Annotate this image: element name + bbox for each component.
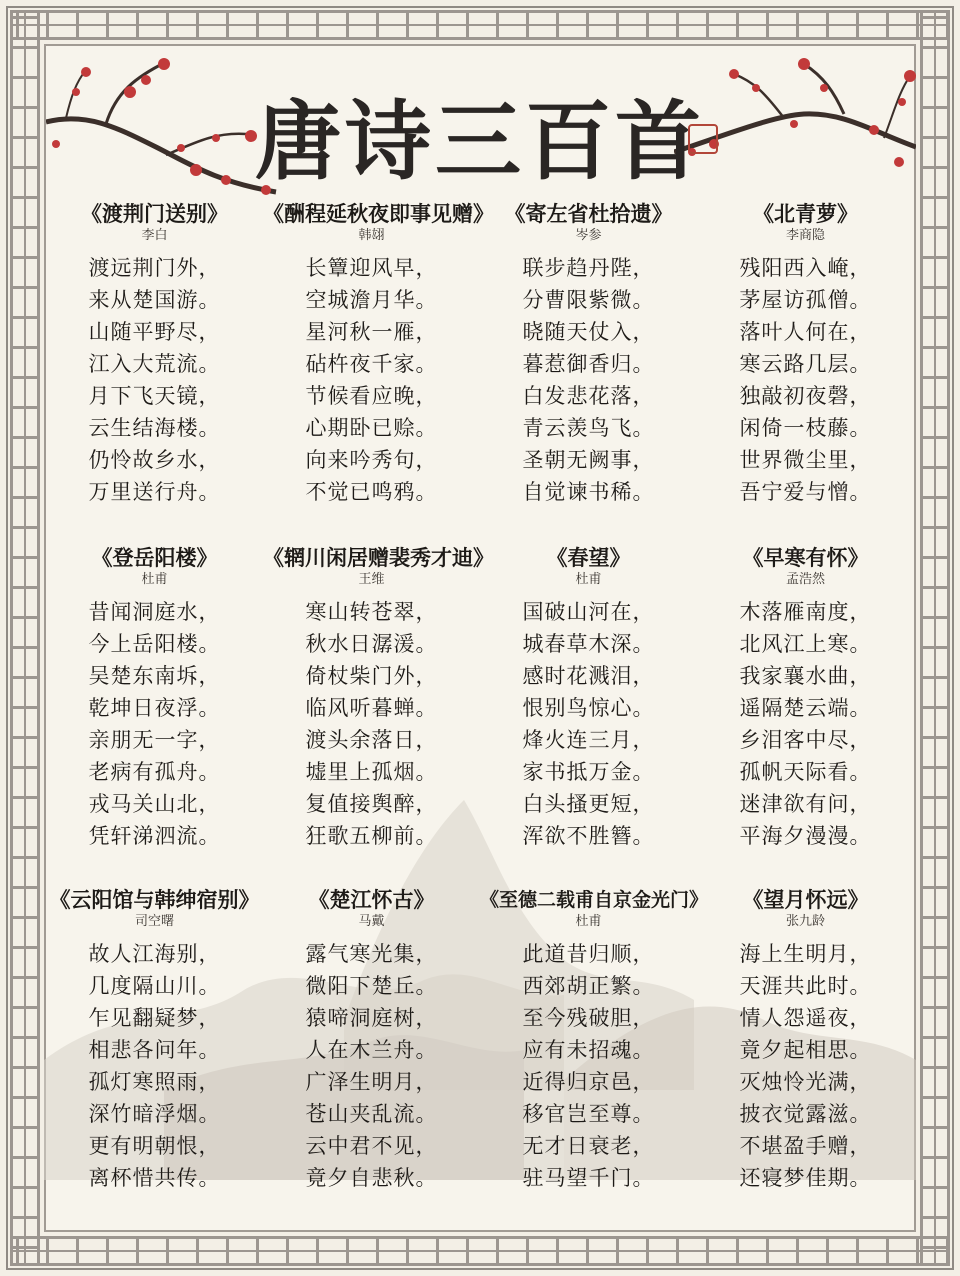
poem-line: 乾坤日夜浮。	[88, 696, 221, 720]
poem-line: 空城澹月华。	[305, 288, 438, 312]
poem-lines	[46, 252, 263, 508]
poem-author: 杜甫	[141, 572, 168, 587]
poem-line: 复值接舆醉，	[305, 792, 438, 816]
poem-card	[46, 544, 263, 852]
poem-lines	[697, 596, 914, 852]
poem-line: 晓随天仗入，	[522, 320, 655, 344]
poem-line: 独敲初夜磬，	[739, 384, 872, 408]
page-title: 唐诗三百首	[255, 91, 705, 192]
poem-line: 天涯共此时。	[739, 974, 872, 998]
poem-lines	[480, 596, 697, 852]
poem-card	[46, 886, 263, 1194]
poem-lines	[263, 938, 480, 1194]
poem-line: 凭轩涕泗流。	[88, 824, 221, 848]
poem-line: 长簟迎风早，	[305, 256, 438, 280]
poem-line: 倚杖柴门外，	[305, 664, 438, 688]
poem-line: 此道昔归顺，	[522, 942, 655, 966]
poem-lines	[263, 596, 480, 852]
poem-line: 吴楚东南坼，	[88, 664, 221, 688]
poem-line: 移官岂至尊。	[522, 1102, 655, 1126]
poem-line: 相悲各问年。	[88, 1038, 221, 1062]
poem-card	[697, 200, 914, 508]
poem-title: 《至德二载甫自京金光门》	[480, 889, 709, 911]
poem-line: 老病有孤舟。	[88, 760, 221, 784]
poem-line: 节候看应晚，	[305, 384, 438, 408]
poem-line: 微阳下楚丘。	[305, 974, 438, 998]
poem-line: 猿啼洞庭树，	[305, 1006, 438, 1030]
poem-line: 白头搔更短，	[522, 792, 655, 816]
poem-line: 亲朋无一字，	[88, 728, 221, 752]
poem-card	[480, 200, 697, 508]
poem-line: 仍怜故乡水，	[88, 448, 221, 472]
poem-line: 更有明朝恨，	[88, 1134, 221, 1158]
poem-line: 星河秋一雁，	[305, 320, 438, 344]
poem-line: 平海夕漫漫。	[739, 824, 872, 848]
poem-author: 韩翃	[358, 228, 385, 243]
poem-line: 戎马关山北，	[88, 792, 221, 816]
poem-line: 乍见翻疑梦，	[88, 1006, 221, 1030]
poem-title: 《登岳阳楼》	[91, 545, 218, 570]
poem-lines	[697, 938, 914, 1194]
poem-line: 灭烛怜光满，	[739, 1070, 872, 1094]
poem-title: 《渡荆门送别》	[81, 201, 228, 226]
poem-line: 山随平野尽，	[88, 320, 221, 344]
poem-title: 《早寒有怀》	[742, 545, 869, 570]
poem-author: 司空曙	[134, 914, 174, 929]
poem-lines	[46, 596, 263, 852]
poem-line: 渡头余落日，	[305, 728, 438, 752]
poem-title: 《楚江怀古》	[308, 887, 435, 912]
poem-line: 孤灯寒照雨，	[88, 1070, 221, 1094]
poem-line: 分曹限紫微。	[522, 288, 655, 312]
poem-line: 北风江上寒。	[739, 632, 872, 656]
poem-line: 云生结海楼。	[88, 416, 221, 440]
poem-line: 木落雁南度，	[739, 600, 872, 624]
poem-author: 杜甫	[575, 914, 602, 929]
poem-line: 海上生明月，	[739, 942, 872, 966]
poem-line: 西郊胡正繁。	[522, 974, 655, 998]
poem-line: 砧杵夜千家。	[305, 352, 438, 376]
poem-line: 浑欲不胜簪。	[522, 824, 655, 848]
poem-line: 昔闻洞庭水，	[88, 600, 221, 624]
poem-author: 张九龄	[785, 914, 825, 929]
poem-line: 向来吟秀句，	[305, 448, 438, 472]
poem-line: 驻马望千门。	[522, 1166, 655, 1190]
poem-line: 遥隔楚云端。	[739, 696, 872, 720]
poem-line: 暮惹御香归。	[522, 352, 655, 376]
poem-line: 人在木兰舟。	[305, 1038, 438, 1062]
poem-card	[697, 886, 914, 1194]
poem-line: 闲倚一枝藤。	[739, 416, 872, 440]
poem-line: 几度隔山川。	[88, 974, 221, 998]
poem-author: 李商隐	[785, 228, 825, 243]
poem-title: 《云阳馆与韩绅宿别》	[49, 887, 260, 912]
poem-line: 寒云路几层。	[739, 352, 872, 376]
fret-border-bottom	[10, 1236, 950, 1266]
poem-line: 青云羡鸟飞。	[522, 416, 655, 440]
poem-card	[263, 886, 480, 1194]
poem-line: 苍山夹乱流。	[305, 1102, 438, 1126]
poem-author: 马戴	[358, 914, 385, 929]
poem-line: 迷津欲有问，	[739, 792, 872, 816]
fret-border-right	[920, 10, 950, 1266]
poem-author: 岑参	[575, 228, 602, 243]
poem-line: 感时花溅泪，	[522, 664, 655, 688]
poem-lines	[46, 938, 263, 1194]
fret-border-left	[10, 10, 40, 1266]
poem-line: 竟夕起相思。	[739, 1038, 872, 1062]
poem-author: 李白	[141, 228, 168, 243]
poem-line: 月下飞天镜，	[88, 384, 221, 408]
poem-title: 《酬程延秋夜即事见赠》	[263, 201, 494, 226]
poem-line: 茅屋访孤僧。	[739, 288, 872, 312]
poem-card	[480, 886, 709, 1194]
poem-line: 渡远荆门外，	[88, 256, 221, 280]
poem-line: 竟夕自悲秋。	[305, 1166, 438, 1190]
poem-line: 心期卧已赊。	[305, 416, 438, 440]
poem-line: 落叶人何在，	[739, 320, 872, 344]
poem-line: 城春草木深。	[522, 632, 655, 656]
poem-lines	[263, 252, 480, 508]
poem-title: 《辋川闲居赠裴秀才迪》	[263, 545, 494, 570]
poem-line: 寒山转苍翠，	[305, 600, 438, 624]
poem-lines	[480, 938, 697, 1194]
poem-line: 国破山河在，	[522, 600, 655, 624]
poem-line: 无才日衰老，	[522, 1134, 655, 1158]
poem-line: 白发悲花落，	[522, 384, 655, 408]
poem-line: 故人江海别，	[88, 942, 221, 966]
poem-card	[263, 200, 494, 508]
poem-line: 孤帆天际看。	[739, 760, 872, 784]
poem-line: 世界微尘里，	[739, 448, 872, 472]
poem-line: 狂歌五柳前。	[305, 824, 438, 848]
poem-line: 江入大荒流。	[88, 352, 221, 376]
poem-card	[697, 544, 914, 852]
poem-author: 杜甫	[575, 572, 602, 587]
poem-line: 墟里上孤烟。	[305, 760, 438, 784]
poem-line: 不觉已鸣鸦。	[305, 480, 438, 504]
poem-card	[480, 544, 697, 852]
poem-line: 临风听暮蝉。	[305, 696, 438, 720]
poem-line: 今上岳阳楼。	[88, 632, 221, 656]
poem-line: 吾宁爱与憎。	[739, 480, 872, 504]
poem-line: 秋水日潺湲。	[305, 632, 438, 656]
poem-card	[263, 544, 494, 852]
poem-title: 《寄左省杜拾遗》	[504, 201, 673, 226]
poem-author: 孟浩然	[785, 572, 825, 587]
poem-line: 来从楚国游。	[88, 288, 221, 312]
poem-line: 圣朝无阙事，	[522, 448, 655, 472]
poem-line: 近得归京邑，	[522, 1070, 655, 1094]
poem-line: 披衣觉露滋。	[739, 1102, 872, 1126]
poem-line: 恨别鸟惊心。	[522, 696, 655, 720]
poem-line: 还寝梦佳期。	[739, 1166, 872, 1190]
poem-line: 联步趋丹陛，	[522, 256, 655, 280]
poem-title: 《北青萝》	[753, 201, 858, 226]
poem-author: 王维	[358, 572, 385, 587]
poem-line: 乡泪客中尽，	[739, 728, 872, 752]
red-seal-stamp	[688, 124, 718, 154]
poem-line: 我家襄水曲，	[739, 664, 872, 688]
poem-line: 深竹暗浮烟。	[88, 1102, 221, 1126]
poem-line: 不堪盈手赠，	[739, 1134, 872, 1158]
poem-line: 至今残破胆，	[522, 1006, 655, 1030]
poem-card	[46, 200, 263, 508]
poem-line: 应有未招魂。	[522, 1038, 655, 1062]
poem-line: 露气寒光集，	[305, 942, 438, 966]
poem-lines	[697, 252, 914, 508]
poem-line: 家书抵万金。	[522, 760, 655, 784]
poem-line: 烽火连三月，	[522, 728, 655, 752]
poem-title: 《望月怀远》	[742, 887, 869, 912]
poem-line: 自觉谏书稀。	[522, 480, 655, 504]
fret-border-top	[10, 10, 950, 40]
poem-line: 云中君不见，	[305, 1134, 438, 1158]
poem-line: 万里送行舟。	[88, 480, 221, 504]
poem-title: 《春望》	[546, 545, 631, 570]
poem-line: 离杯惜共传。	[88, 1166, 221, 1190]
poem-lines	[480, 252, 697, 508]
poem-line: 情人怨遥夜，	[739, 1006, 872, 1030]
poem-line: 残阳西入崦，	[739, 256, 872, 280]
poem-line: 广泽生明月，	[305, 1070, 438, 1094]
